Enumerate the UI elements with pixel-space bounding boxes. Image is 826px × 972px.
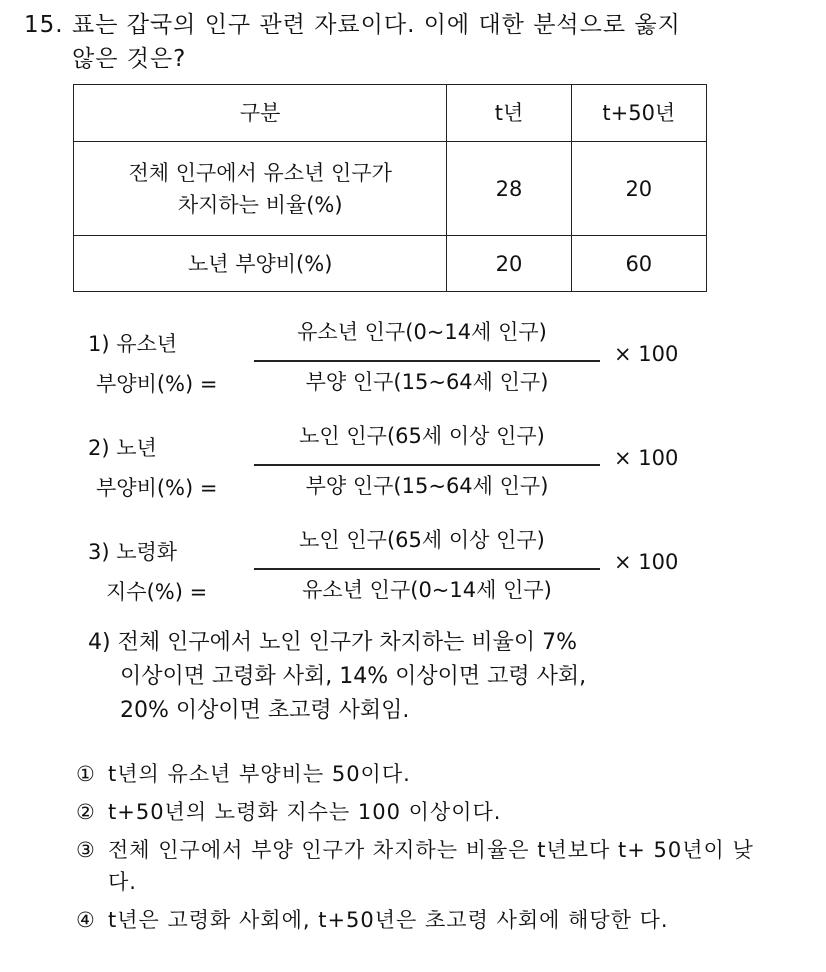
- table-header-t50: t+50년: [571, 85, 706, 142]
- formula-numerator: 노인 인구(65세 이상 인구): [299, 424, 545, 448]
- choice-2[interactable]: [76, 796, 776, 828]
- table-cell-t: 20: [447, 236, 571, 292]
- table-cell-t: 28: [447, 142, 571, 236]
- formula-numerator: 노인 인구(65세 이상 인구): [299, 528, 545, 552]
- table-row: [74, 142, 707, 236]
- question-number: 15.: [24, 12, 64, 38]
- formula-numerator: 유소년 인구(0~14세 인구): [297, 320, 547, 344]
- answer-choices: [76, 758, 776, 942]
- table-header-t: t년: [447, 85, 571, 142]
- note-line2: 이상이면 고령화 사회, 14% 이상이면 고령 사회,: [120, 664, 587, 689]
- choice-text: t+50년의 노령화 지수는 100 이상이다.: [108, 800, 502, 824]
- formula-aging-index: [88, 524, 728, 620]
- population-table: [73, 84, 707, 292]
- formula-elderly-dependency: [88, 420, 728, 516]
- table-header-row: [74, 85, 707, 142]
- table-row: [74, 236, 707, 292]
- formula-label-line1: 3) 노령화: [88, 540, 178, 564]
- formula-multiplier: × 100: [614, 550, 679, 574]
- note-line1: 4) 전체 인구에서 노인 인구가 차지하는 비율이 7%: [88, 630, 577, 655]
- choice-marker: ④: [76, 908, 96, 932]
- question-stem: [24, 8, 804, 76]
- choice-text: t년의 유소년 부양비는 50이다.: [108, 762, 411, 786]
- question-stem-line1: [24, 8, 804, 42]
- formula-label-line2: 부양비(%) =: [96, 372, 218, 396]
- formula-label-line1: 2) 노년: [88, 436, 157, 460]
- question-text-2: 않은 것은?: [72, 46, 187, 72]
- fraction-bar: [254, 568, 600, 570]
- choice-marker: ①: [76, 762, 96, 786]
- table-cell-t50: 20: [571, 142, 706, 236]
- formula-denominator: 부양 인구(15~64세 인구): [305, 370, 549, 394]
- table-cell-t50: 60: [571, 236, 706, 292]
- formula-label-line1: 1) 유소년: [88, 332, 178, 356]
- table-header-category: 구분: [74, 85, 447, 142]
- choice-4[interactable]: [76, 904, 776, 936]
- row-label-line1: 전체 인구에서 유소년 인구가: [128, 160, 392, 185]
- row-label-line2: 차지하는 비율(%): [177, 192, 343, 217]
- formula-denominator: 유소년 인구(0~14세 인구): [302, 578, 552, 602]
- formula-label-line2: 부양비(%) =: [96, 476, 218, 500]
- table-row-label: [74, 142, 447, 236]
- choice-1[interactable]: [76, 758, 776, 790]
- choice-marker: ②: [76, 800, 96, 824]
- formula-multiplier: × 100: [614, 342, 679, 366]
- choice-3[interactable]: [76, 834, 776, 898]
- question-text-1: 표는 갑국의 인구 관련 자료이다. 이에 대한 분석으로 옳지: [72, 12, 681, 38]
- note-line3: 20% 이상이면 초고령 사회임.: [120, 698, 410, 723]
- formula-denominator: 부양 인구(15~64세 인구): [305, 474, 549, 498]
- choice-text: 전체 인구에서 부양 인구가 차지하는 비율은 t년보다 t+ 50년이 낮다.: [108, 838, 754, 894]
- choice-text: t년은 고령화 사회에, t+50년은 초고령 사회에 해당한 다.: [108, 908, 669, 932]
- formula-label-line2: 지수(%) =: [106, 580, 208, 604]
- note-aging-society: [88, 626, 748, 728]
- choice-marker: ③: [76, 838, 96, 862]
- table-row-label: 노년 부양비(%): [74, 236, 447, 292]
- fraction-bar: [254, 360, 600, 362]
- formula-youth-dependency: [88, 316, 728, 412]
- formula-multiplier: × 100: [614, 446, 679, 470]
- fraction-bar: [254, 464, 600, 466]
